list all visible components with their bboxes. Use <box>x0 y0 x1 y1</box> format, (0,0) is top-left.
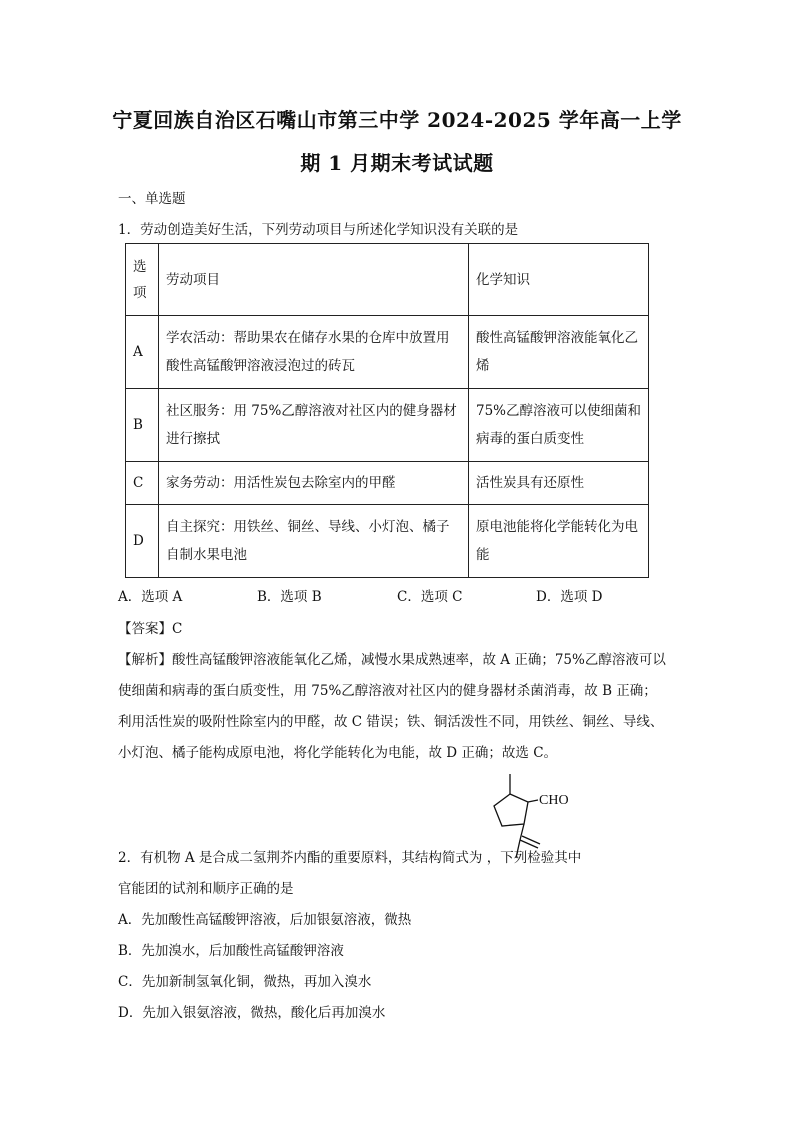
table-cell-option: B <box>126 389 159 462</box>
table-header-option: 选项 <box>126 244 159 316</box>
question-2-option-b: B．先加溴水，后加酸性高锰酸钾溶液 <box>118 943 344 959</box>
question-2-stem-line-2: 官能团的试剂和顺序正确的是 <box>118 881 294 897</box>
isopropenyl-bond <box>520 824 524 840</box>
table-row <box>126 389 649 462</box>
question-1-analysis-line-2: 使细菌和病毒的蛋白质变性，用 75%乙醇溶液对社区内的健身器材杀菌消毒，故 B 正确； <box>118 683 657 699</box>
section-heading: 一、单选题 <box>118 191 186 207</box>
table-cell-project: 自主探究：用铁丝、铜丝、导线、小灯泡、橘子自制水果电池 <box>159 505 469 578</box>
document-title-line-2: 期 1 月期末考试试题 <box>300 151 494 175</box>
question-1-option-b: B．选项 B <box>257 589 322 605</box>
question-2-option-a: A．先加酸性高锰酸钾溶液，后加银氨溶液，微热 <box>118 912 412 928</box>
question-1-option-c: C．选项 C <box>397 589 463 605</box>
table-header-knowledge: 化学知识 <box>469 244 649 316</box>
question-1-option-d: D．选项 D <box>536 589 603 605</box>
table-cell-knowledge: 酸性高锰酸钾溶液能氧化乙烯 <box>469 316 649 389</box>
table-row <box>126 462 649 505</box>
table-cell-knowledge: 活性炭具有还原性 <box>469 462 649 505</box>
table-row <box>126 505 649 578</box>
question-1-stem: 1．劳动创造美好生活，下列劳动项目与所述化学知识没有关联的是 <box>118 222 519 238</box>
document-title-line-1: 宁夏回族自治区石嘴山市第三中学 2024-2025 学年高一上学 <box>112 108 682 132</box>
table-cell-project: 家务劳动：用活性炭包去除室内的甲醛 <box>159 462 469 505</box>
question-2-option-c: C．先加新制氢氧化铜，微热，再加入溴水 <box>118 974 372 990</box>
table-cell-knowledge: 原电池能将化学能转化为电能 <box>469 505 649 578</box>
table-cell-project: 学农活动：帮助果农在储存水果的仓库中放置用酸性高锰酸钾溶液浸泡过的砖瓦 <box>159 316 469 389</box>
question-1-analysis-line-1: 【解析】酸性高锰酸钾溶液能氧化乙烯，减慢水果成熟速率，故 A 正确；75%乙醇溶液可以 <box>118 652 666 668</box>
table-header-row <box>126 244 649 316</box>
question-1-answer: 【答案】C <box>118 621 183 637</box>
aldehyde-label: CHO <box>539 793 569 808</box>
table-row <box>126 316 649 389</box>
table-cell-option: A <box>126 316 159 389</box>
table-cell-option: C <box>126 462 159 505</box>
table-header-project: 劳动项目 <box>159 244 469 316</box>
table-cell-option: D <box>126 505 159 578</box>
question-1-option-a: A．选项 A <box>118 589 183 605</box>
question-1-analysis-line-3: 利用活性炭的吸附性除室内的甲醛，故 C 错误；铁、铜活泼性不同，用铁丝、铜丝、导线、 <box>118 714 664 730</box>
question-1-analysis-line-4: 小灯泡、橘子能构成原电池，将化学能转化为电能，故 D 正确；故选 C。 <box>118 745 558 761</box>
cyclopentane-ring <box>494 794 528 826</box>
question-2-option-d: D．先加入银氨溶液，微热，酸化后再加溴水 <box>118 1005 386 1021</box>
aldehyde-bond <box>528 800 538 802</box>
table-cell-knowledge: 75%乙醇溶液可以使细菌和病毒的蛋白质变性 <box>469 389 649 462</box>
question-2-stem-line-1: 2．有机物 A 是合成二氢荆芥内酯的重要原料，其结构简式为 ，下列检验其中 <box>118 850 582 866</box>
table-cell-project: 社区服务：用 75%乙醇溶液对社区内的健身器材进行擦拭 <box>159 389 469 462</box>
question-1-table <box>125 243 649 578</box>
